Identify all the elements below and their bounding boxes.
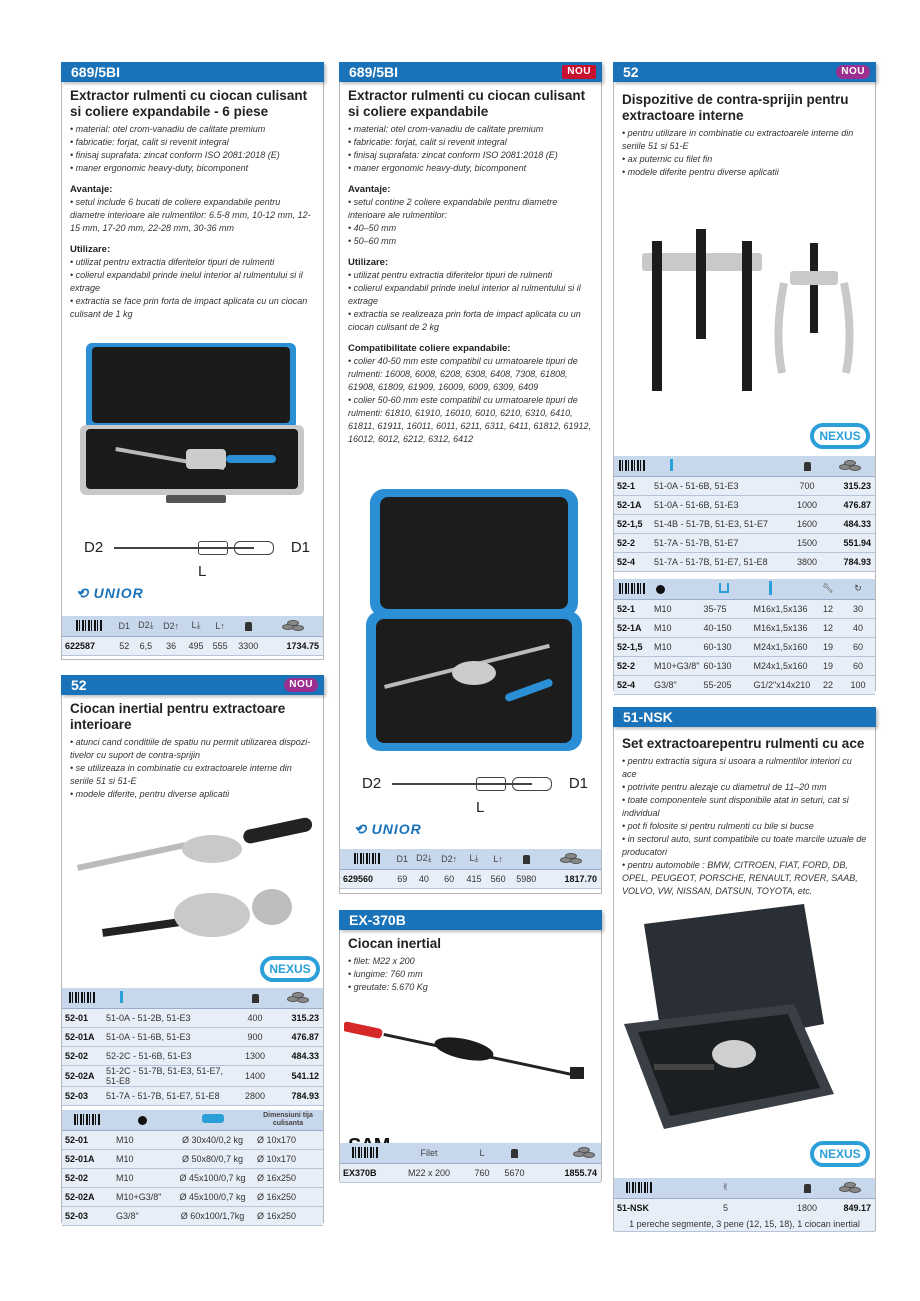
weight-icon (511, 1149, 518, 1158)
table-row: 52-2 51-7A - 51-7B, 51-E7 1500 551.94 (614, 533, 875, 552)
new-badge: NOU (562, 65, 596, 79)
feature-item: • finisaj suprafata: zincat conform ISO 2081:2018 (E) (70, 150, 280, 160)
feature-item: • toate componentele sunt disponibile atat in seturi, cat si individual (622, 795, 849, 818)
dimension-label-d2: D2 (84, 539, 104, 556)
spec-table (340, 849, 601, 889)
table-row: EX370B M22 x 200 760 5670 1855.74 (340, 1163, 601, 1182)
table-header-row (614, 456, 875, 476)
product-code: 52 (623, 64, 639, 80)
feature-item: • maner ergonomic heavy-duty, bicomponent (348, 163, 527, 173)
table-row: 52-4 G3/8" 55-205 G1/2"x14x210 22 100 (614, 675, 875, 694)
hand-icon: ✌︎ (664, 1178, 787, 1198)
feature-item: • finisaj suprafata: zincat conform ISO 2081:2018 (E) (348, 150, 558, 160)
usage-item: • extractia se face prin forta de impact aplicata cu un ciocan culisant de 1 kg (70, 296, 308, 319)
thread-icon (138, 1116, 147, 1125)
torque-icon: ↻ (841, 579, 875, 599)
barcode-icon (352, 1147, 378, 1158)
weight-icon (245, 622, 252, 631)
card-header (339, 910, 602, 930)
price-icon (282, 620, 306, 631)
usage-item: • utilizat pentru extractia diferitelor tipuri de rulmenti (70, 257, 275, 267)
feature-item: • filet: M22 x 200 (348, 956, 415, 966)
barcode-icon (619, 583, 645, 594)
table-row: 52-1 M10 35-75 M16x1,5x136 12 30 (614, 599, 875, 618)
section-heading-advantages: Avantaje: (70, 184, 113, 195)
table-row: 622587 52 6,5 36 495 555 3300 1734.75 (62, 636, 323, 655)
product-card-689-5bi-6pc (61, 62, 324, 660)
feature-item: • greutate: 5.670 Kg (348, 982, 428, 992)
table-header-row: D1 D2⤓ D2↑ L⤓ L↑ (340, 849, 601, 869)
table-row: 52-03 G3/8" Ø 60x100/1,7kg Ø 16x250 (62, 1206, 323, 1225)
length-icon (670, 459, 673, 471)
spec-table (614, 1178, 875, 1232)
table-header-row: Filet L (340, 1143, 601, 1163)
table-row: 52-1,5 M10 60-130 M24x1,5x160 19 60 (614, 637, 875, 656)
spec-table (62, 616, 323, 656)
table-header-row: D1 D2⤓ D2↑ L⤓ L↑ (62, 616, 323, 636)
table-row: 52-01 M10 Ø 30x40/0,2 kg Ø 10x170 (62, 1130, 323, 1149)
barcode-icon (74, 1114, 100, 1125)
feature-item: • pentru utilizare in combinatie cu extractoarele interne din seriile 51 si 51-E (622, 128, 854, 151)
product-image-tool-case (624, 904, 844, 1134)
dimension-label-d1: D1 (290, 539, 310, 556)
advantage-item: • setul contine 2 coliere expandabile pentru diametre interioare ale rulmentilor: (348, 197, 558, 220)
feature-item: • in sectorul auto, sunt compatibile cu toate marcile uzuale de producatori (622, 834, 867, 857)
table-row: 52-01A M10 Ø 50x80/0,7 kg Ø 10x170 (62, 1149, 323, 1168)
feature-item: • pentru extractia sigura si usoara a rulmentilor interiori cu ace (622, 756, 852, 779)
advantage-item: • 40–50 mm (348, 223, 397, 233)
price-icon (560, 853, 584, 864)
price-icon (287, 992, 311, 1003)
brand-logo-unior: ⟲ UNIOR (76, 585, 144, 601)
compat-item: • colier 50-60 mm este compatibil cu urmatoarele tipuri de rulmenti: 61810, 61910, 16010, 6010, 6210, 6310, 6410, 61811, 61911, 16011, 6011, 6211, 6311, 6411, 61812, 61912, 16012, 6012, 6212, 6312, 6412 (348, 395, 592, 444)
feature-item: • maner ergonomic heavy-duty, bicomponent (70, 163, 249, 173)
product-title: Ciocan inertial pentru extractoare interioare (70, 701, 286, 732)
price-icon (839, 460, 863, 471)
brand-logo-nexus: NEXUS (810, 423, 870, 449)
feature-item: • potrivite pentru alezaje cu diametrul de 11–20 mm (622, 782, 827, 792)
price-icon (573, 1147, 597, 1158)
set-contents-note: 1 pereche segmente, 3 pene (12, 15, 18), 1 ciocan inertial (614, 1217, 875, 1231)
table-header-row (614, 579, 875, 599)
product-code: 689/5BI (71, 64, 121, 80)
table-row: 52-1A 51-0A - 51-6B, 51-E3 1000 476.87 (614, 495, 875, 514)
table-row: 52-4 51-7A - 51-7B, 51-E7, 51-E8 3800 784.93 (614, 552, 875, 571)
product-code: 689/5BI (349, 64, 399, 80)
table-row: 52-1,5 51-4B - 51-7B, 51-E3, 51-E7 1600 484.33 (614, 514, 875, 533)
table-row: 52-02A 51-2C - 51-7B, 51-E3, 51-E7, 51-E8 1400 541.12 (62, 1065, 323, 1086)
card-header (613, 62, 876, 82)
table-row: 52-01 51-0A - 51-2B, 51-E3 400 315.23 (62, 1008, 323, 1027)
table-header-row (62, 988, 323, 1008)
card-header (339, 62, 602, 82)
spindle-icon (769, 581, 772, 595)
barcode-icon (69, 992, 95, 1003)
product-title: Set extractoarepentru rulmenti cu ace (622, 736, 865, 751)
usage-item: • extractia se realizeaza prin forta de impact aplicata cu un ciocan culisant de 2 kg (348, 309, 581, 332)
feature-list (62, 123, 323, 175)
card-header (61, 62, 324, 82)
feature-item: • atunci cand conditiile de spatiu nu permit utilizarea dispozi-tivelor cu suport de contra-sprijin (70, 737, 311, 760)
weight-icon (804, 462, 811, 471)
section-heading-usage: Utilizare: (348, 257, 389, 268)
weight-body-icon (202, 1114, 224, 1123)
feature-item: • fabricatie: forjat, calit si revenit integral (70, 137, 229, 147)
feature-item: • pot fi folosite si pentru rulmenti cu bile si bucse (622, 821, 814, 831)
product-image-slide-hammer (344, 1011, 594, 1111)
card-header (613, 707, 876, 727)
range-icon (719, 583, 729, 593)
price-icon (839, 1182, 863, 1193)
product-title: Extractor rulmenti cu ciocan culisant si coliere expandabile - 6 piese (70, 88, 308, 119)
table-row: 52-03 51-7A - 51-7B, 51-E7, 51-E8 2800 784.93 (62, 1086, 323, 1105)
thread-icon (656, 585, 665, 594)
product-card-52-ciocan (61, 675, 324, 1223)
feature-item: • se utilizeaza in combinatie cu extractoarele interne din seriile 51 si 51-E (70, 763, 292, 786)
dimension-label-l: L (198, 563, 207, 580)
table-row: 52-1 51-0A - 51-6B, 51-E3 700 315.23 (614, 476, 875, 495)
table-row: 52-1A M10 40-150 M16x1,5x136 12 40 (614, 618, 875, 637)
spec-table-dimensions (614, 579, 875, 695)
product-title: Dispozitive de contra-sprijin pentru extractoare interne (622, 92, 849, 123)
card-header (61, 675, 324, 695)
product-code: 51-NSK (623, 709, 673, 725)
product-card-51-nsk (613, 707, 876, 1231)
product-card-ex-370b (339, 910, 602, 1182)
feature-item: • material: otel crom-vanadiu de calitate premium (348, 124, 544, 134)
table-row: 52-01A 51-0A - 51-6B, 51-E3 900 476.87 (62, 1027, 323, 1046)
dimension-label-d1: D1 (568, 775, 588, 792)
table-note-row (614, 1217, 875, 1231)
length-icon (120, 991, 123, 1003)
product-code: EX-370B (349, 912, 406, 928)
barcode-icon (354, 853, 380, 864)
spec-table-dimensions (62, 1110, 323, 1226)
weight-icon (252, 994, 259, 1003)
advantage-item: • 50–60 mm (348, 236, 397, 246)
product-image-tool-case (76, 335, 312, 515)
dimension-label-d2: D2 (362, 775, 382, 792)
new-badge: NOU (836, 65, 870, 79)
barcode-icon (619, 460, 645, 471)
dimension-diagram (358, 769, 588, 819)
advantage-item: • setul include 6 bucati de coliere expandabile pentru diametre interioare ale rulmentilor: 6.5-8 mm, 10-12 mm, 12-15 mm, 17-20 mm, 22-28 mm, 30-36 mm (70, 197, 311, 233)
spec-table (340, 1143, 601, 1183)
weight-icon (523, 855, 530, 864)
feature-item: • material: otel crom-vanadiu de calitate premium (70, 124, 266, 134)
feature-item: • modele diferite, pentru diverse aplicatii (70, 789, 230, 799)
product-title: Extractor rulmenti cu ciocan culisant si coliere expandabile (348, 88, 586, 119)
product-image-tool-case (364, 485, 584, 755)
product-image-counter-support (624, 223, 864, 413)
table-row: 52-2 M10+G3/8" 60-130 M24x1,5x160 19 60 (614, 656, 875, 675)
spec-table-compat (62, 988, 323, 1106)
compat-item: • colier 40-50 mm este compatibil cu urmatoarele tipuri de rulmenti: 16008, 6008, 6208, 6308, 6408, 7308, 61808, 61908, 61809, 61909, 16009, 6009, 6309, 6409 (348, 356, 578, 392)
wrench-icon: 🔧︎ (815, 579, 841, 599)
table-row: 52-02 52-2C - 51-6B, 51-E3 1300 484.33 (62, 1046, 323, 1065)
table-row: 52-02 M10 Ø 45x100/0,7 kg Ø 16x250 (62, 1168, 323, 1187)
product-image-slide-hammers (72, 811, 312, 961)
feature-item: • fabricatie: forjat, calit si revenit integral (348, 137, 507, 147)
feature-item: • modele diferite pentru diverse aplicatii (622, 167, 779, 177)
brand-logo-nexus: NEXUS (260, 956, 320, 982)
brand-logo-nexus: NEXUS (810, 1141, 870, 1167)
rod-dimensions-header: Dimensiuni tija culisanta (253, 1110, 323, 1130)
barcode-icon (626, 1182, 652, 1193)
feature-item: • pentru automobile : BMW, CITROEN, FIAT, FORD, DB, OPEL, PEUGEOT, PORSCHE, RENAULT, ROVER, SAAB, VOLVO, VW, NISSAN, DATSUN, TOYOTA, etc. (622, 860, 858, 896)
table-header-row (62, 1110, 323, 1130)
table-row: 629560 69 40 60 415 560 5980 1817.70 (340, 869, 601, 888)
table-header-row (614, 1178, 875, 1198)
section-heading-advantages: Avantaje: (348, 184, 391, 195)
section-heading-compatibility: Compatibilitate coliere expandabile: (348, 343, 511, 354)
dimension-label-l: L (476, 799, 485, 816)
dimension-diagram (80, 533, 310, 583)
table-row: 51-NSK 5 1800 849.17 (614, 1198, 875, 1217)
table-row: 52-02A M10+G3/8" Ø 45x100/0,7 kg Ø 16x250 (62, 1187, 323, 1206)
product-card-689-5bi-2pc (339, 62, 602, 894)
product-title: Ciocan inertial (348, 936, 442, 951)
feature-item: • lungime: 760 mm (348, 969, 423, 979)
usage-item: • colierul expandabil prinde inelul interior al rulmentului si il extrage (70, 270, 303, 293)
spec-table-compat (614, 456, 875, 572)
section-heading-usage: Utilizare: (70, 244, 111, 255)
new-badge: NOU (284, 678, 318, 692)
brand-logo-unior: ⟲ UNIOR (354, 821, 422, 837)
product-card-52-contra-sprijin (613, 62, 876, 691)
product-code: 52 (71, 677, 87, 693)
barcode-icon (76, 620, 102, 631)
usage-item: • colierul expandabil prinde inelul interior al rulmentului si il extrage (348, 283, 581, 306)
feature-item: • ax puternic cu filet fin (622, 154, 713, 164)
weight-icon (804, 1184, 811, 1193)
usage-item: • utilizat pentru extractia diferitelor tipuri de rulmenti (348, 270, 553, 280)
